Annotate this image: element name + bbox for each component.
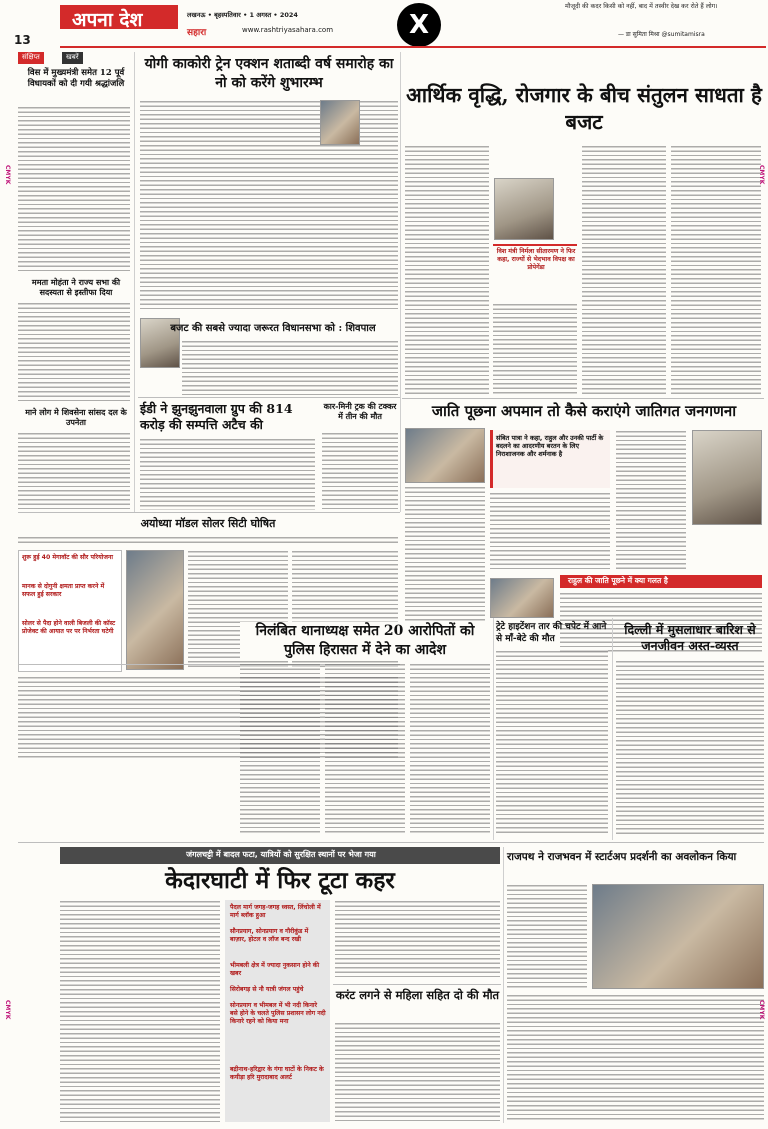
- caste-subhead: राहुल की जाति पूछने में क्या गलत है: [568, 576, 668, 585]
- divider: [402, 398, 764, 399]
- brief-headline-2: ममता मोहंता ने राज्य सभा की सदस्यता से इस्तीफा दिया: [31, 277, 121, 297]
- kedar-headline: केदारघाटी में फिर टूटा कहर: [165, 867, 395, 894]
- tension-headline: ट्रेटे हाइटेंशन तार की चपेट में आने से माँ-बेटे की मौत: [496, 622, 607, 644]
- karant-body: [335, 1022, 500, 1122]
- delhi-headline: दिल्ली में मुसलाधार बारिश से जनजीवन अस्त-व्यस्त: [624, 622, 756, 653]
- column-rule: [134, 52, 135, 512]
- rajpath-body-2: [507, 994, 764, 1122]
- mini-truck-body: [322, 432, 398, 510]
- divider: [18, 512, 400, 513]
- tension-body: [496, 650, 608, 835]
- brief-body-1: [18, 106, 130, 272]
- tweet-text: मौजूदी की कदर किसी को नहीं, बाद में तस्वीर देख कर रोते हैं लोग।: [565, 3, 718, 10]
- karant-headline: करंट लगने से महिला सहित दो की मौत: [335, 988, 500, 1002]
- police-body-3: [410, 663, 490, 833]
- masthead-rule: [60, 46, 766, 48]
- briefs-column: [18, 52, 133, 510]
- ayodhya-bullet-3: सोलर से पैदा होने वाली बिजली की कॉस्ट प्रोजेक्ट की आयात पर पर निर्भरता घटेगी: [22, 620, 116, 635]
- yogi-headline: योगी काकोरी ट्रेन एक्शन शताब्दी वर्ष समारोह का नो को करेंगे शुभारम्भ: [144, 56, 394, 91]
- caste-body-col3: [616, 430, 686, 572]
- speaker-photo: [490, 578, 554, 618]
- kedar-bullet-4: सिरोबगड़ से नौ यात्री जंगल पहुंचे: [230, 986, 304, 993]
- budget-body-col2: [493, 303, 577, 395]
- cmyk-mark-left-top: CMYK: [4, 165, 11, 185]
- tweet-author: — डा सुमिता मिश्रा @sumitamisra: [618, 31, 705, 38]
- budget-body-col3: [582, 145, 666, 395]
- divider: [333, 984, 501, 985]
- column-rule: [493, 618, 494, 840]
- section-title: अपना देश: [72, 9, 143, 31]
- ayodhya-lead: [18, 536, 398, 546]
- x-logo-icon: X: [408, 10, 430, 40]
- briefs-tab-2: खबरें: [62, 52, 83, 64]
- brief-headline-1: विस में मुख्यमंत्री समेत 12 पूर्व विधायकों को दी गयी श्रद्धांजलि: [27, 68, 125, 89]
- budget-body-col1: [405, 145, 489, 395]
- date-line: लखनऊ • बृहस्पतिवार • 1 अगस्त • 2024: [187, 11, 298, 19]
- brief-body-3: [18, 432, 130, 510]
- police-body-1: [240, 663, 320, 833]
- budget-headline: आर्थिक वृद्धि, रोजगार के बीच संतुलन साधता है बजट: [406, 83, 762, 134]
- police-headline: निलंबित थानाध्यक्ष समेत 20 आरोपितों को पुलिस हिरासत में देने का आदेश: [240, 622, 490, 660]
- delhi-body: [616, 660, 764, 835]
- ed-body: [140, 438, 315, 510]
- kedar-bullet-1: पैदल मार्ग जगह-जगह ध्वस्त, लिंचोली में मार्ग ब्लॉक हुआ: [230, 904, 321, 919]
- website-url: www.rashtriyasahara.com: [242, 26, 334, 34]
- briefs-tab-1: संक्षिप्त: [18, 52, 44, 64]
- column-rule: [503, 847, 504, 1123]
- brief-body-2: [18, 302, 130, 402]
- kedar-body-2: [335, 900, 500, 980]
- caste-quote: संबित पात्रा ने कहा, राहुल और उनकी पार्टी के बदलने का आदरणीय बरतन के लिए निराशाजनक और शर्मनाक है: [496, 434, 604, 459]
- kedar-bullet-3: भीमबली क्षेत्र में ज्यादा नुकसान होने की खबर: [230, 962, 320, 977]
- sambit-photo: [405, 428, 485, 483]
- kedar-bullet-2: सौनप्रयाग, सोनप्रयाग व गौरीकुंड में बाज़ार, होटल व लॉज बन्द रखी: [230, 928, 309, 943]
- kedar-strap: जंगलचट्टी में बादल फटा, यात्रियों को सुरक्षित स्थानों पर भेजा गया: [186, 850, 376, 859]
- yogi-photo: [320, 100, 360, 145]
- ayodhya-bullet-2: मानक से दोगुनी क्षमता प्राप्त करने में सफल हुई सरकार: [22, 583, 105, 598]
- rajpath-body-1: [507, 884, 587, 989]
- nirmala-photo: [494, 178, 554, 240]
- kedar-bullet-6: बद्रीनाथ-हरिद्वार के गंगा घाटों के निकट के कयीड़ा हरि मुरादाबाद अलर्ट: [230, 1066, 324, 1081]
- solar-photo: [126, 550, 184, 670]
- ayodhya-bullet-1: शुरू हुई 40 मेगावॉट की सौर परियोजना: [22, 554, 113, 561]
- page-number: 13: [14, 33, 31, 47]
- caste-body-col2: [490, 492, 610, 572]
- kedar-body-1: [60, 900, 220, 1122]
- divider: [138, 397, 400, 398]
- police-body-2: [325, 663, 405, 833]
- divider: [18, 842, 764, 843]
- shivpal-headline: बजट की सबसे ज्यादा जरूरत विधानसभा को : शिवपाल: [170, 323, 376, 334]
- mini-truck-headline: कार-मिनी ट्रक की टक्कर में तीन की मौत: [323, 401, 397, 421]
- ayodhya-bullet-box: [18, 550, 122, 672]
- ayodhya-headline: अयोध्या मॉडल सोलर सिटी घोषित: [140, 517, 276, 530]
- budget-body-col4: [671, 145, 761, 395]
- brief-headline-3: माने लोग मे शिवसेना सांसद दल के उपनेता: [25, 407, 127, 427]
- rahul-photo: [692, 430, 762, 525]
- caste-headline: जाति पूछना अपमान तो कैसे कराएंगे जातिगत जनगणना: [431, 402, 737, 420]
- shivpal-body: [182, 340, 398, 395]
- masthead: [0, 0, 768, 47]
- cmyk-mark-left-bottom: CMYK: [4, 1000, 11, 1020]
- cmyk-mark-right-bottom: CMYK: [758, 1000, 765, 1020]
- kedar-bullet-5: सोनप्रयाग व भीमबल में भी नदी किनारे बसे होने के चलते पुलिस प्रशासन लोग नदी किनारे रहने को किया मना: [230, 1002, 326, 1025]
- rajpath-headline: राजपथ ने राजभवन में स्टार्टअप प्रदर्शनी का अवलोकन किया: [507, 851, 737, 863]
- ed-headline: ईडी ने झुनझुनवाला ग्रुप की 814 करोड़ की सम्पत्ति अटैच की: [140, 401, 293, 432]
- budget-byline: विश मंत्री निर्मला सीतारमण ने फिर कहा, राज्यों से भेदभाव विपक्ष का प्रोपेगेंडा: [496, 248, 576, 271]
- paper-name: सहारा: [187, 28, 207, 38]
- cmyk-mark-right-top: CMYK: [758, 165, 765, 185]
- column-rule: [400, 52, 401, 512]
- column-rule: [612, 618, 613, 840]
- rajpath-photo: [592, 884, 764, 989]
